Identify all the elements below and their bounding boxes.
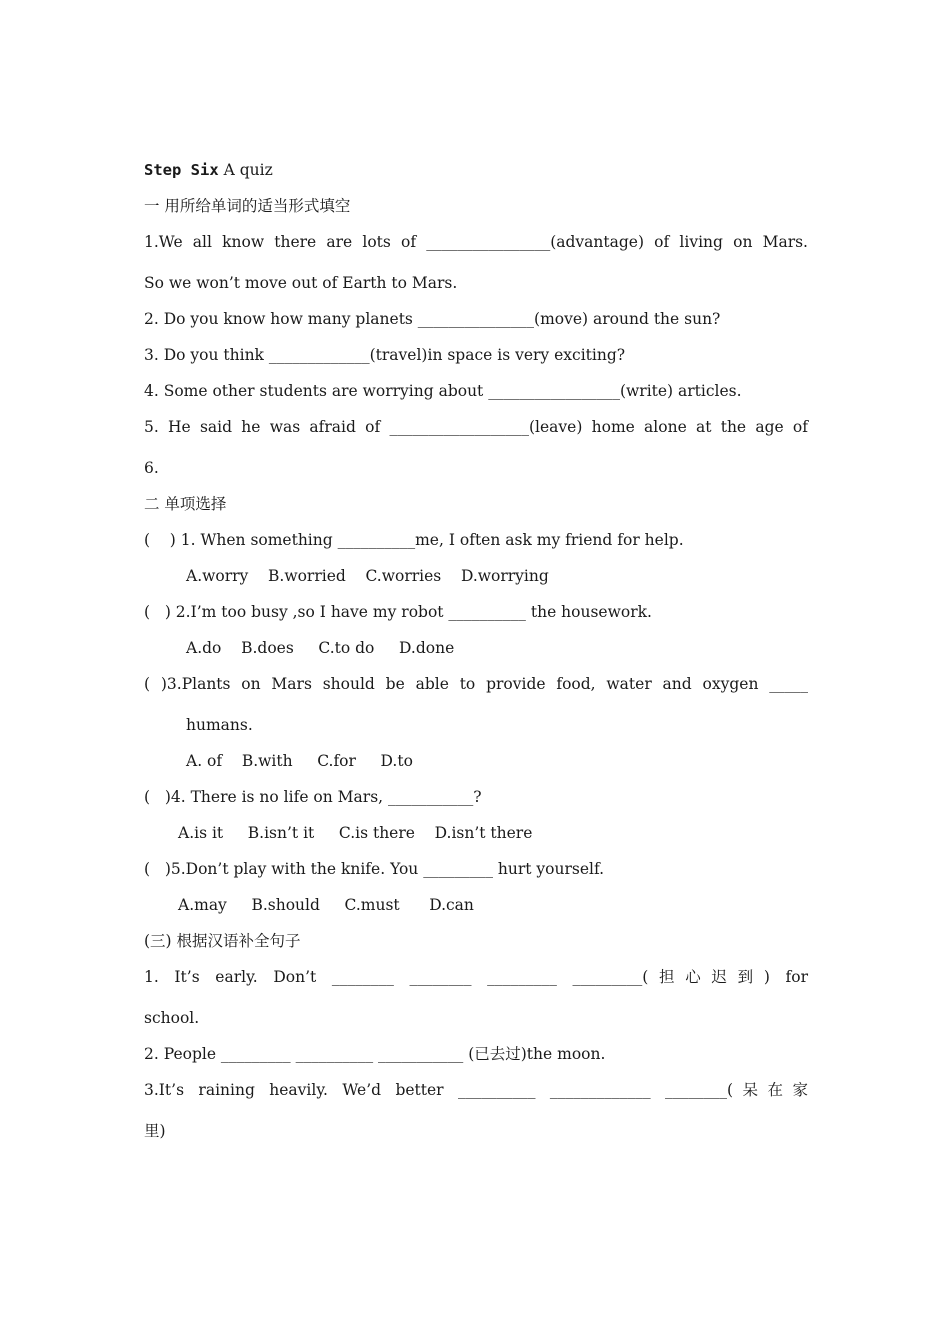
part1-question-4: 4. Some other students are worrying about _________________(write) articles. bbox=[144, 382, 742, 400]
part3-question-3: 3.It’s raining heavily. We’d better __________ _____________ ________(呆在家 bbox=[144, 1081, 808, 1099]
part2-question-3-continued: humans. bbox=[186, 716, 253, 734]
part2-question-2-options: A.do B.does C.to do D.done bbox=[186, 639, 455, 657]
part2-question-2: ( ) 2.I’m too busy ,so I have my robot __________ the housework. bbox=[144, 603, 652, 621]
worksheet bbox=[144, 160, 808, 1141]
part1-question-3: 3. Do you think _____________(travel)in space is very exciting? bbox=[144, 346, 626, 364]
part1-question-2: 2. Do you know how many planets _______________(move) around the sun? bbox=[144, 310, 721, 328]
part2-question-4-options: A.is it B.isn’t it C.is there D.isn’t there bbox=[178, 824, 533, 842]
part2-question-1-options: A.worry B.worried C.worries D.worrying bbox=[186, 567, 549, 585]
part2-question-4: ( )4. There is no life on Mars, ___________? bbox=[144, 788, 482, 806]
part1-question-1: 1.We all know there are lots of ________________(advantage) of living on Mars. bbox=[144, 233, 808, 251]
part1-question-1-continued: So we won’t move out of Earth to Mars. bbox=[144, 274, 458, 292]
section-heading bbox=[144, 160, 808, 180]
part3-question-2: 2. People _________ __________ ___________ (已去过)the moon. bbox=[144, 1045, 606, 1063]
part1-question-5: 5. He said he was afraid of __________________(leave) home alone at the age of bbox=[144, 418, 808, 436]
part1-title: 一 用所给单词的适当形式填空 bbox=[144, 197, 351, 215]
part2-question-5-options: A.may B.should C.must D.can bbox=[178, 896, 474, 914]
part3-title: (三) 根据汉语补全句子 bbox=[144, 932, 301, 950]
part2-question-3: ( )3.Plants on Mars should be able to provide food, water and oxygen _____ bbox=[144, 675, 808, 693]
part1-question-5-continued: 6. bbox=[144, 459, 159, 477]
part3-question-3-continued: 里) bbox=[144, 1122, 166, 1140]
part2-question-1: ( ) 1. When something __________me, I often ask my friend for help. bbox=[144, 531, 684, 549]
part2-title: 二 单项选择 bbox=[144, 495, 227, 513]
step-label: Step Six bbox=[144, 161, 219, 179]
part2-question-3-options: A. of B.with C.for D.to bbox=[186, 752, 413, 770]
part3-question-1-continued: school. bbox=[144, 1009, 200, 1027]
quiz-label: A quiz bbox=[218, 161, 273, 179]
part2-question-5: ( )5.Don’t play with the knife. You _________ hurt yourself. bbox=[144, 860, 605, 878]
part3-question-1: 1. It’s early. Don’t ________ ________ _________ _________(担心迟到) for bbox=[144, 968, 808, 986]
